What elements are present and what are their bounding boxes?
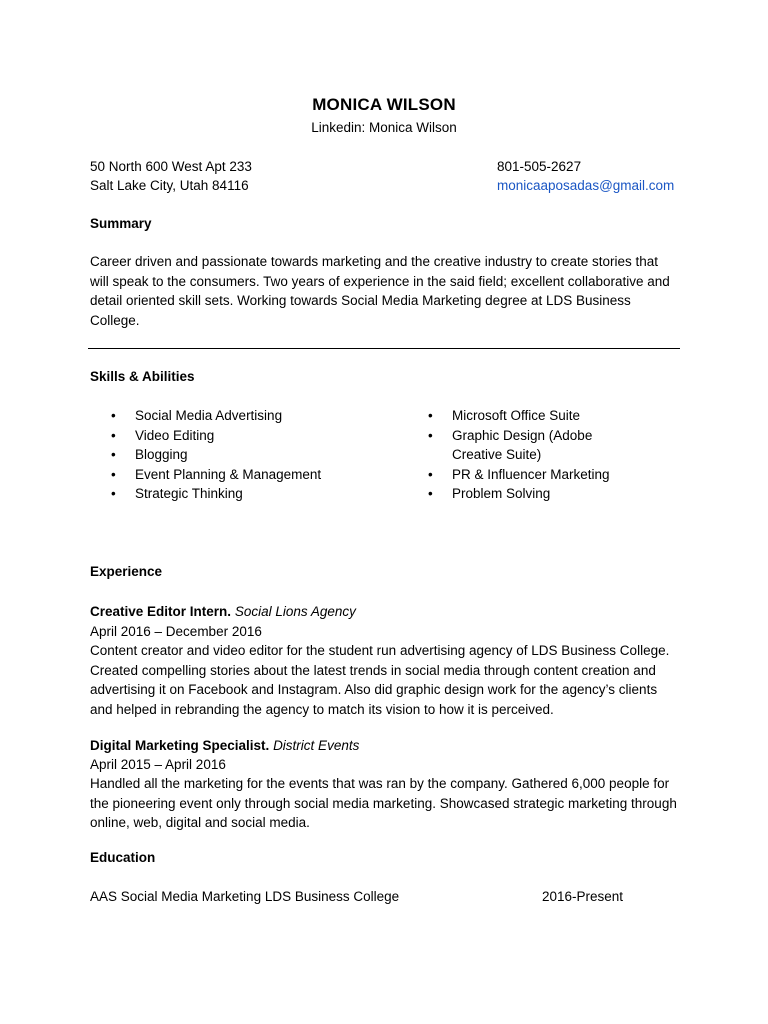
job-dates: April 2015 – April 2016	[90, 757, 226, 772]
section-divider	[88, 348, 680, 349]
job-title: Digital Marketing Specialist.	[90, 738, 270, 753]
job-company: Social Lions Agency	[234, 604, 356, 619]
summary-heading: Summary	[90, 216, 152, 231]
education-heading: Education	[90, 850, 156, 865]
bullet-icon: •	[111, 466, 116, 482]
skill-item	[428, 406, 678, 426]
job-heading	[90, 736, 359, 756]
skill-item	[111, 484, 401, 504]
skills-heading: Skills & Abilities	[90, 369, 195, 384]
skill-label: PR & Influencer Marketing	[452, 466, 610, 482]
skill-item	[111, 465, 401, 485]
bullet-icon: •	[111, 486, 116, 501]
job-company: District Events	[273, 738, 360, 753]
skill-label: Microsoft Office Suite	[452, 408, 581, 423]
address-line-1: 50 North 600 West Apt 233	[90, 159, 252, 174]
skill-label: Blogging	[135, 447, 188, 462]
job-description: Handled all the marketing for the events that was ran by the company. Gathered 6,000 people for the pioneering event only through social media marketing. Showcased strategic marketing through online, web, digital and social media.	[90, 776, 677, 830]
bullet-icon: •	[111, 408, 116, 423]
linkedin-line: Linkedin: Monica Wilson	[311, 120, 457, 135]
skill-label: Graphic Design (Adobe Creative Suite)	[452, 427, 593, 462]
skill-item	[111, 406, 401, 426]
skill-label: Video Editing	[135, 427, 215, 443]
education-degree: AAS Social Media Marketing LDS Business College	[90, 889, 400, 904]
skills-list-left	[111, 406, 401, 504]
experience-heading: Experience	[90, 564, 163, 579]
skill-item	[428, 484, 678, 504]
job-description: Content creator and video editor for the student run advertising agency of LDS Business College. Created compelling stories about the latest trends in social media through content creation and advertising it on Facebook and Instagram. Also did graphic design work for the agency’s clients and helped in rebranding the agency to match its vision to how it is perceived.	[90, 643, 670, 717]
skill-item	[428, 426, 678, 465]
skill-item	[428, 465, 678, 485]
bullet-icon: •	[111, 427, 116, 443]
skills-list-right	[428, 406, 678, 504]
job-heading	[90, 602, 356, 622]
bullet-icon: •	[428, 466, 433, 482]
phone-number: 801-505-2627	[497, 159, 582, 174]
job-dates: April 2016 – December 2016	[90, 624, 262, 639]
bullet-icon: •	[111, 447, 116, 462]
education-years: 2016-Present	[542, 889, 624, 904]
bullet-icon: •	[428, 486, 433, 501]
summary-text: Career driven and passionate towards marketing and the creative industry to create stories that will speak to the consumers. Two years of experience in the said field; excellent collaborative and detail oriented skill sets. Working towards Social Media Marketing degree at LDS Business College.	[90, 254, 670, 328]
skill-label: Strategic Thinking	[135, 486, 243, 501]
skill-label: Event Planning & Management	[135, 466, 322, 482]
skill-label: Problem Solving	[452, 486, 551, 501]
bullet-icon: •	[428, 408, 433, 423]
job-title: Creative Editor Intern.	[90, 604, 232, 619]
email-link[interactable]: monicaaposadas@gmail.com	[497, 178, 675, 193]
resume-name: MONICA WILSON	[312, 95, 456, 114]
skill-label: Social Media Advertising	[135, 408, 283, 423]
bullet-icon: •	[428, 427, 433, 443]
skill-item	[111, 445, 401, 465]
skill-item	[111, 426, 401, 446]
address-line-2: Salt Lake City, Utah 84116	[90, 178, 249, 193]
